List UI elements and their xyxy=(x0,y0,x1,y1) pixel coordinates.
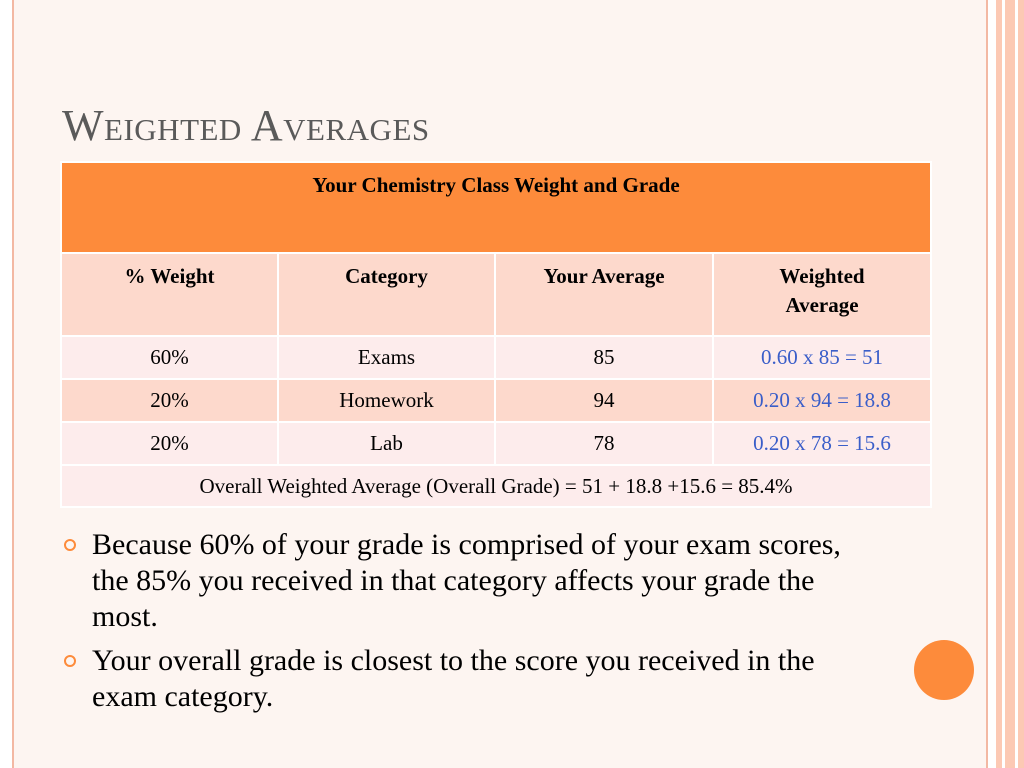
stripe xyxy=(996,0,1002,768)
table-total-row xyxy=(61,465,931,507)
cell-weighted-average: 0.20 x 78 = 15.6 xyxy=(713,422,931,465)
cell-category: Homework xyxy=(278,379,495,422)
bullet-circle-icon xyxy=(64,655,76,667)
column-header-your-average: Your Average xyxy=(495,253,713,336)
cell-weight: 20% xyxy=(61,422,278,465)
table-row xyxy=(61,379,931,422)
bullet-list xyxy=(62,527,882,723)
cell-weight: 60% xyxy=(61,336,278,379)
table-caption-row xyxy=(61,162,931,253)
cell-category: Lab xyxy=(278,422,495,465)
bullet-text: Because 60% of your grade is comprised of your exam scores, the 85% you received in that category affects your grade the most. xyxy=(92,528,841,633)
weighted-average-table xyxy=(60,161,932,508)
table-row xyxy=(61,336,931,379)
table-row xyxy=(61,422,931,465)
cell-your-average: 85 xyxy=(495,336,713,379)
bullet-circle-icon xyxy=(64,539,76,551)
column-header-weighted-average xyxy=(713,253,931,336)
cell-your-average: 78 xyxy=(495,422,713,465)
cell-category: Exams xyxy=(278,336,495,379)
cell-your-average: 94 xyxy=(495,379,713,422)
stripe xyxy=(1005,0,1015,768)
page-title: Weighted Averages xyxy=(62,101,430,150)
weighted-average-header-text: Weighted Average xyxy=(779,264,865,318)
table-header-row xyxy=(61,253,931,336)
column-header-category: Category xyxy=(278,253,495,336)
bullet-item xyxy=(62,643,882,715)
stripe xyxy=(1018,0,1024,768)
overall-weighted-average: Overall Weighted Average (Overall Grade) = 51 + 18.8 +15.6 = 85.4% xyxy=(61,465,931,507)
cell-weighted-average: 0.60 x 85 = 51 xyxy=(713,336,931,379)
bullet-item xyxy=(62,527,882,635)
cell-weighted-average: 0.20 x 94 = 18.8 xyxy=(713,379,931,422)
table-caption: Your Chemistry Class Weight and Grade xyxy=(61,162,931,253)
decorative-circle xyxy=(914,640,974,700)
bullet-text: Your overall grade is closest to the score you received in the exam category. xyxy=(92,644,815,713)
cell-weight: 20% xyxy=(61,379,278,422)
decorative-stripes xyxy=(988,0,1024,768)
column-header-weight: % Weight xyxy=(61,253,278,336)
